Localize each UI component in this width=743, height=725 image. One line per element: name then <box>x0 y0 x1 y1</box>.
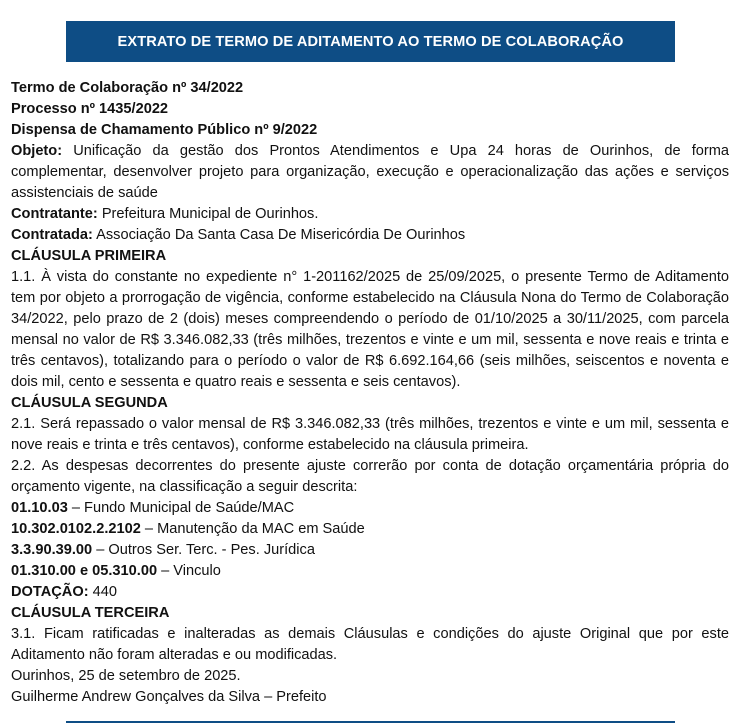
budget-desc: – Manutenção da MAC em Saúde <box>140 521 365 537</box>
budget-desc: – Fundo Municipal de Saúde/MAC <box>67 500 295 516</box>
objeto-paragraph <box>11 141 729 204</box>
dispensa-number: Dispensa de Chamamento Público nº 9/2022 <box>11 122 318 138</box>
budget-code: 3.3.90.39.00 <box>11 542 93 558</box>
contratada-line <box>11 225 729 246</box>
contratante-line <box>11 204 729 225</box>
budget-desc: – Outros Ser. Terc. - Pes. Jurídica <box>92 542 315 558</box>
document-body <box>11 78 729 708</box>
dotacao-label: DOTAÇÃO: <box>11 584 89 600</box>
budget-desc: – Vinculo <box>157 563 221 579</box>
contratada-label: Contratada: <box>11 227 93 243</box>
document-title: EXTRATO DE TERMO DE ADITAMENTO AO TERMO DE COLABORAÇÃO <box>117 33 624 50</box>
clausula-primeira-paragraph: 1.1. À vista do constante no expediente n° 1-201162/2025 de 25/09/2025, o presente Termo de Aditamento tem por objeto a prorrogação de vigência, conforme estabelecido na Cláusula Nona do Termo de Colaboração 34/2022, pelo prazo de 2 (dois) meses compreendendo o período de 01/10/2025 a 30/11/2025, com parcela mensal no valor de R$ 3.346.082,33 (três milhões, trezentos e vinte e um mil, sessenta e nove reais e trinta e três centavos), totalizando para o período o valor de R$ 6.692.164,66 (seis milhões, seiscentos e noventa e dois mil, cento e sessenta e quatro reais e sessenta e seis centavos). <box>11 269 729 390</box>
clausula-terceira-heading: CLÁUSULA TERCEIRA <box>11 605 170 621</box>
contratante-text: Prefeitura Municipal de Ourinhos. <box>97 206 319 222</box>
bottom-divider <box>66 721 675 723</box>
processo-number: Processo nº 1435/2022 <box>11 101 169 117</box>
signature: Guilherme Andrew Gonçalves da Silva – Prefeito <box>11 689 327 705</box>
budget-item <box>11 561 729 582</box>
objeto-text: Unificação da gestão dos Prontos Atendimentos e Upa 24 horas de Ourinhos, de forma complementar, desenvolver projeto para organização, execução e operacionalização das ações e serviços assistenciais de saúde <box>11 143 729 201</box>
clausula-terceira-paragraph: 3.1. Ficam ratificadas e inalteradas as demais Cláusulas e condições do ajuste Original que por este Aditamento não foram alteradas e ou modificadas. <box>11 626 729 663</box>
document-title-banner <box>66 21 675 62</box>
clausula-primeira-heading: CLÁUSULA PRIMEIRA <box>11 248 167 264</box>
contratada-text: Associação Da Santa Casa De Misericórdia De Ourinhos <box>92 227 466 243</box>
budget-item <box>11 540 729 561</box>
contratante-label: Contratante: <box>11 206 98 222</box>
budget-code: 01.10.03 <box>11 500 68 516</box>
place-date: Ourinhos, 25 de setembro de 2025. <box>11 668 241 684</box>
clausula-segunda-paragraph-2: 2.2. As despesas decorrentes do presente ajuste correrão por conta de dotação orçamentária própria do orçamento vigente, na classificação a seguir descrita: <box>11 458 729 495</box>
budget-code: 01.310.00 e 05.310.00 <box>11 563 158 579</box>
budget-code: 10.302.0102.2.2102 <box>11 521 141 537</box>
budget-item <box>11 498 729 519</box>
budget-item <box>11 519 729 540</box>
termo-number: Termo de Colaboração nº 34/2022 <box>11 80 244 96</box>
clausula-segunda-paragraph-1: 2.1. Será repassado o valor mensal de R$ 3.346.082,33 (três milhões, trezentos e vinte e um mil, sessenta e nove reais e trinta e três centavos), conforme estabelecido na cláusula primeira. <box>11 416 729 453</box>
dotacao-value: 440 <box>88 584 117 600</box>
clausula-segunda-heading: CLÁUSULA SEGUNDA <box>11 395 168 411</box>
dotacao-line <box>11 582 729 603</box>
objeto-label: Objeto: <box>11 143 63 159</box>
